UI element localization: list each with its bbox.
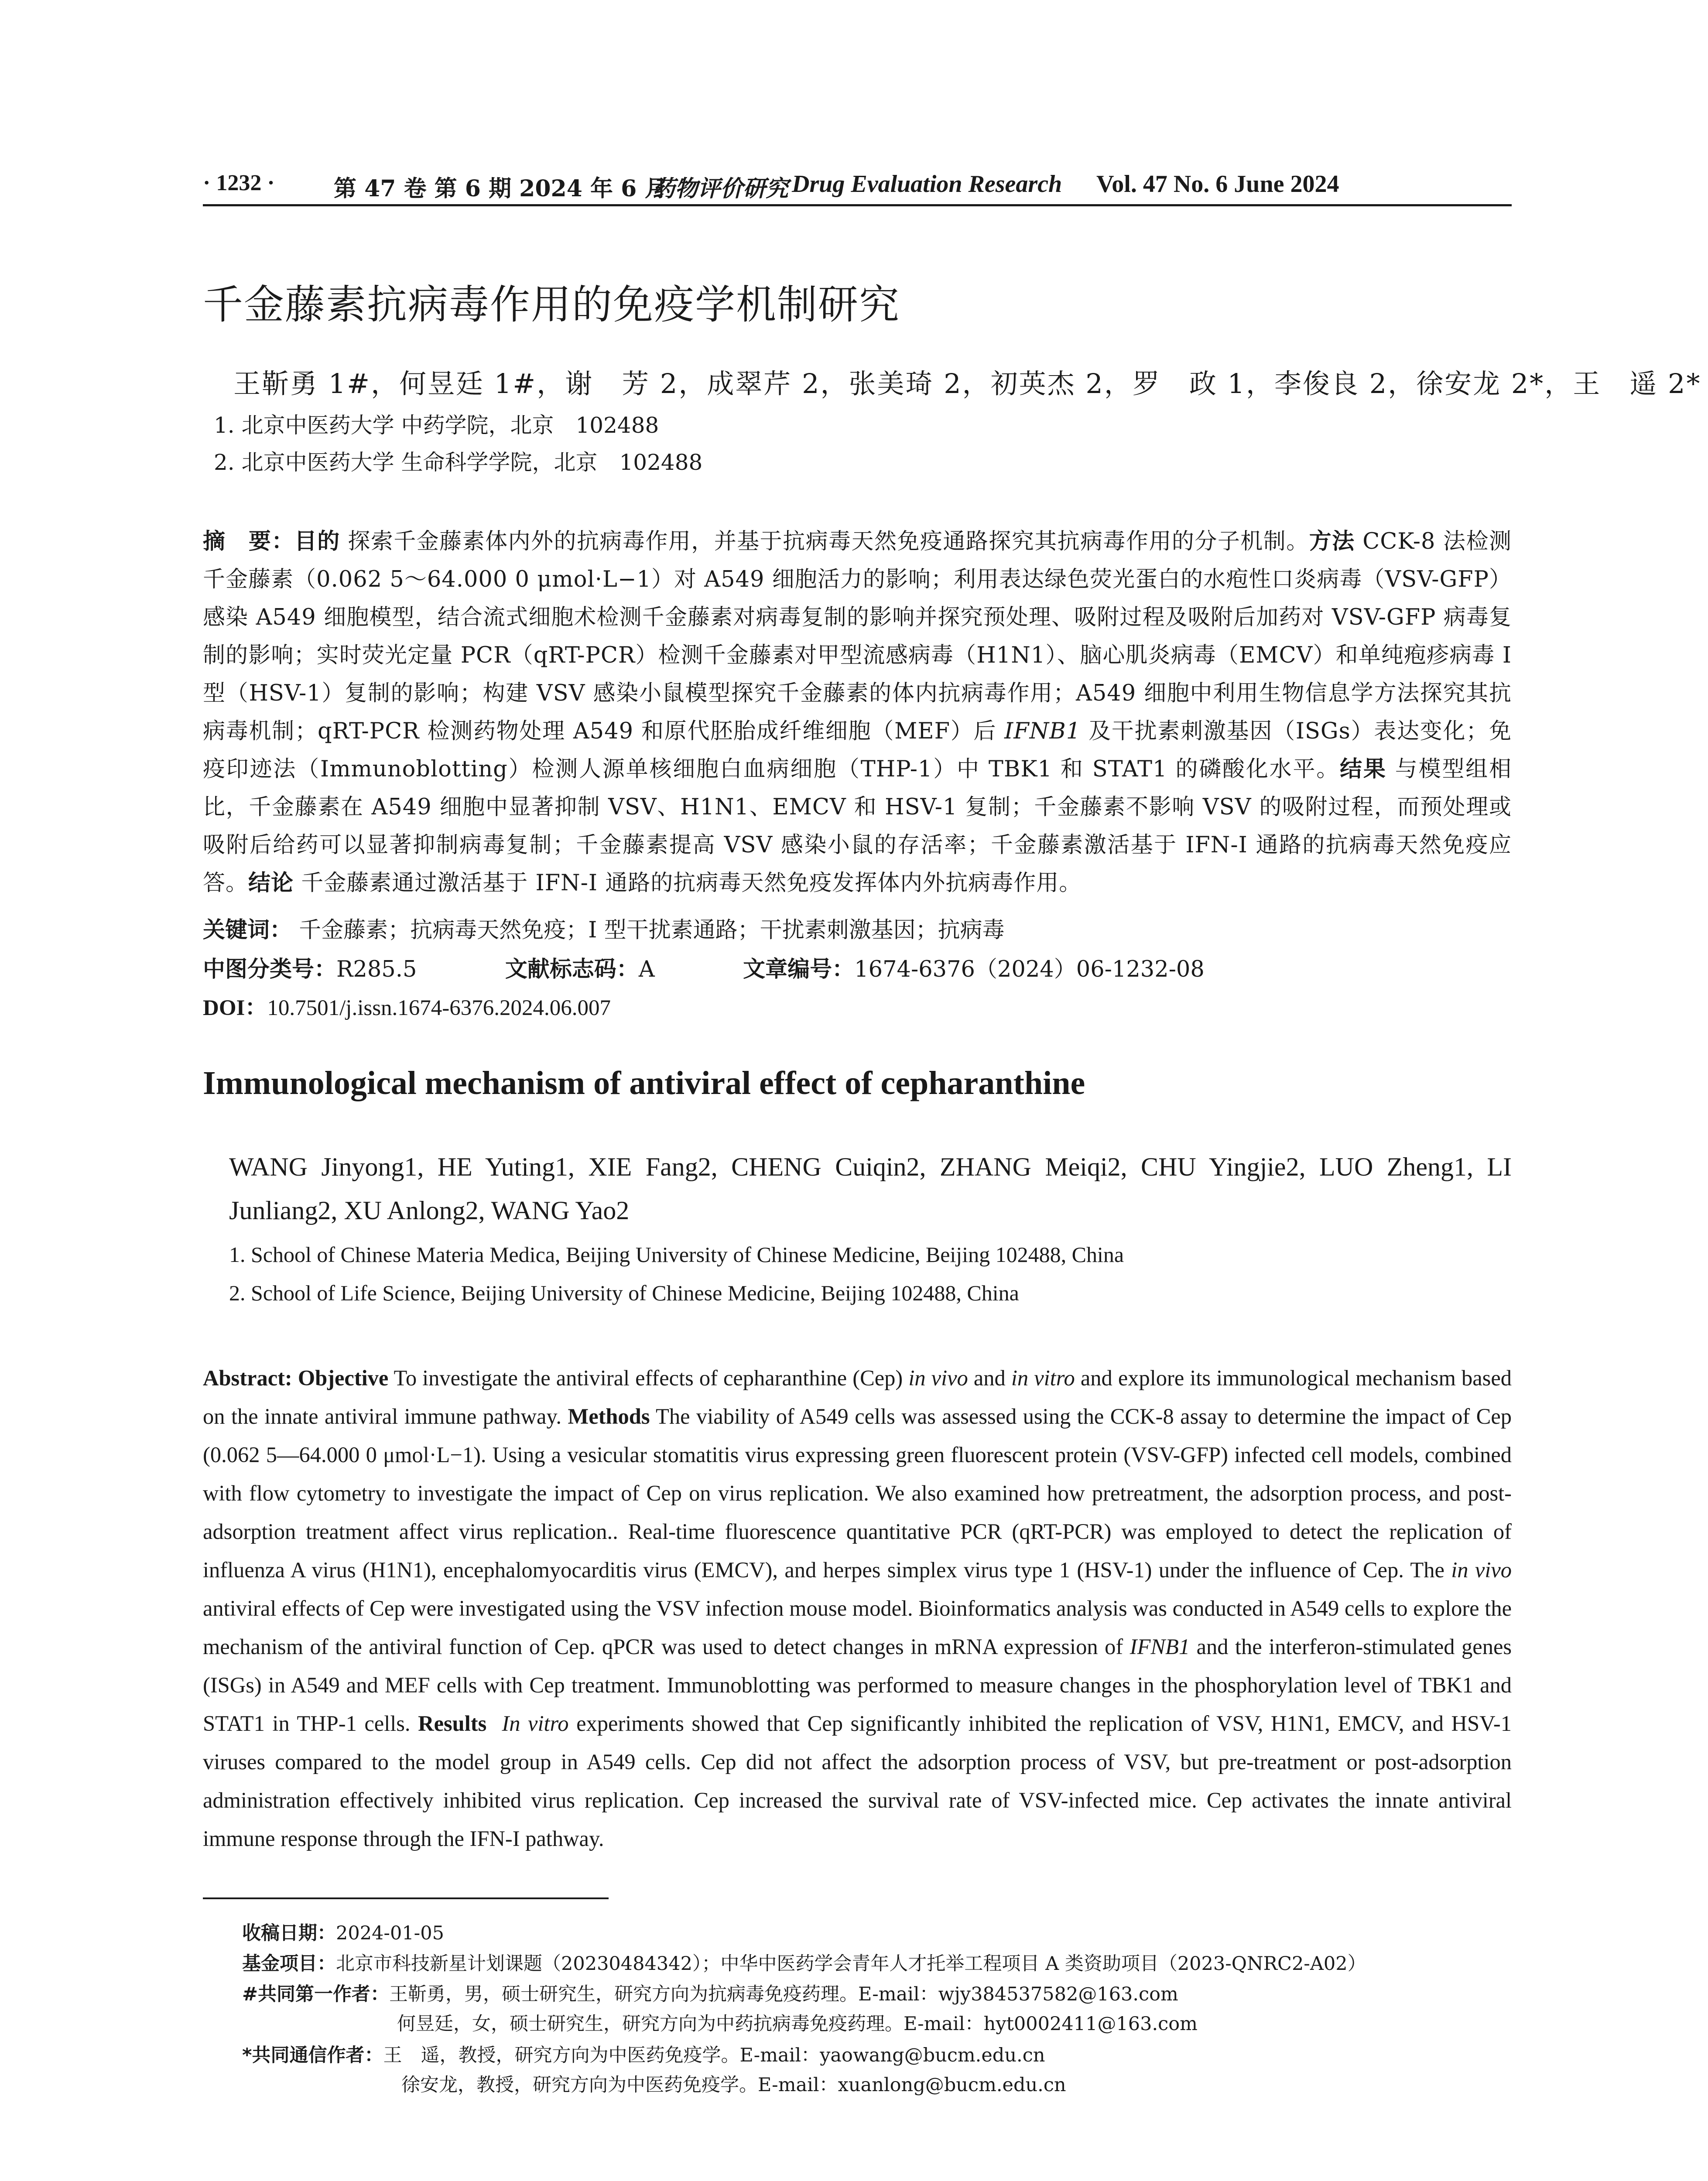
footnote-received [242,1918,444,1945]
en-authors [229,1145,1512,1232]
doi-link[interactable]: 10.7501/j.issn.1674-6376.2024.06.007 [267,996,611,1020]
en-authors-line-2: Junliang2, XU Anlong2, WANG Yao2 [229,1196,630,1225]
corresponding-label: *共同通信作者： [242,2044,383,2066]
cn-doi [203,989,611,1022]
cn-affiliation-1: 1. 北京中医药大学 中药学院，北京 102488 [214,413,659,438]
en-methods-text-3: and the interferon-stimulated genes (ISGs) in A549 and MEF cells with Cep treatment. Immunoblotting was performed to measure changes in the phosphorylation level of TBK1 and STAT1 in THP-1 cells. [203,1634,1512,1736]
en-abstract [203,1359,1512,1858]
en-title: Immunological mechanism of antiviral effect of cepharanthine [203,1065,1085,1101]
received-label: 收稿日期： [242,1922,336,1944]
en-results-in-vitro: In vitro [502,1711,569,1736]
en-methods-text-2: antiviral effects of Cep were investigated using the VSV infection mouse model. Bioinformatics analysis was conducted in A549 cells to explore the mechanism of the antiviral function of Cep. qPCR was used to detect changes in mRNA expression of [203,1596,1512,1659]
en-results-text: experiments showed that Cep significantly inhibited the replication of VSV, H1N1, EMCV, and HSV-1 viruses compared to the model group in A549 cells. Cep did not affect the adsorption process of VSV, but pre-treatment or post-adsorption administration effectively inhibited virus replication. Cep increased the survival rate of VSV-infected mice. Cep activates the innate antiviral immune response through the IFN-I pathway. [203,1711,1512,1851]
header-journal-en: Drug Evaluation Research [792,171,1062,198]
journal-logo-text: 药物评价研究 [652,175,789,202]
cn-gene-name: IFNB1 [1004,718,1081,744]
clc-label: 中图分类号： [203,957,337,982]
footnote-rule [203,1897,609,1899]
footnote-first-author-2: 何昱廷，女，硕士研究生，研究方向为中药抗病毒免疫药理。E-mail：hyt0002411@163.com [397,2013,1198,2035]
cn-title: 千金藤素抗病毒作用的免疫学机制研究 [203,281,900,328]
en-objective-text: To investigate the antiviral effects of cepharanthine (Cep) [388,1366,909,1390]
cn-methods-label: 方法 [1309,529,1355,554]
en-objective-and: and [968,1366,1011,1390]
first-author-label: #共同第一作者： [242,1983,390,2005]
cn-keywords [203,912,1005,944]
cn-results-text: 与模型组相比，千金藤素在 A549 细胞中显著抑制 VSV、H1N1、EMCV 和 HSV-1 复制；千金藤素不影响 VSV 的吸附过程，而预处理或吸附后给药可以显著抑制病毒复制；千金藤素提高 VSV 感染小鼠的存活率；千金藤素激活基于 IFN-I 通路的抗病毒天然免疫应答。 [203,756,1512,896]
cn-authors: 王靳勇 1#，何昱廷 1#，谢 芳 2，成翠芹 2，张美琦 2，初英杰 2，罗 政 1，李俊良 2，徐安龙 2*，王 遥 2* [233,368,1701,400]
footnote-corresponding [242,2041,1045,2067]
received-date: 2024-01-05 [336,1922,444,1944]
corresponding-1: 王 遥，教授，研究方向为中医药免疫学。E-mail：yaowang@bucm.edu.cn [383,2044,1045,2066]
en-in-vitro: in vitro [1011,1366,1075,1390]
clc-value: R285.5 [336,957,417,982]
cn-methods-text-2: 及干扰素刺激基因（ISGs）表达变化；免疫印迹法（Immunoblotting）检测人源单核细胞白血病细胞（THP-1）中 TBK1 和 STAT1 的磷酸化水平。 [203,718,1512,782]
en-results-label: Results [418,1711,487,1736]
cn-results-label: 结果 [1340,756,1387,782]
footnote-fund [242,1949,1366,1976]
first-author-1: 王靳勇，男，硕士研究生，研究方向为抗病毒免疫药理。E-mail：wjy384537582@163.com [389,1983,1178,2005]
header-volume-en: Vol. 47 No. 6 June 2024 [1096,171,1339,198]
cn-classification [203,951,1205,983]
cn-objective-label: 目的 [294,529,340,554]
en-objective-text-2: and explore its immunological mechanism based on the innate antiviral immune pathway. [203,1366,1512,1429]
cn-affiliation-2: 2. 北京中医药大学 生命科学学院，北京 102488 [214,450,703,475]
cn-conclusion-label: 结论 [248,870,294,896]
cn-methods-text: CCK-8 法检测千金藤素（0.062 5～64.000 0 μmol·L−1）对 A549 细胞活力的影响；利用表达绿色荧光蛋白的水疱性口炎病毒（VSV-GFP）感染 A549 细胞模型，结合流式细胞术检测千金藤素对病毒复制的影响并探究预处理、吸附过程及吸附后加药对 VSV-GFP 病毒复制的影响；实时荧光定量 PCR（qRT-PCR）检测千金藤素对甲型流感病毒（H1N1）、脑心肌炎病毒（EMCV）和单纯疱疹病毒 I 型（HSV-1）复制的影响；构建 VSV 感染小鼠模型探究千金藤素的体内抗病毒作用；A549 细胞中利用生物信息学方法探究其抗病毒机制；qRT-PCR 检测药物处理 A549 和原代胚胎成纤维细胞（MEF）后 [203,529,1512,744]
header-issue-cn: 第 47 卷 第 6 期 2024 年 6 月 [334,175,667,202]
keywords-text: 千金藤素；抗病毒天然免疫；I 型干扰素通路；干扰素刺激基因；抗病毒 [299,917,1005,943]
footnote-first-author [242,1979,1178,2006]
en-affiliation-1: 1. School of Chinese Materia Medica, Beijing University of Chinese Medicine, Beijing 102488, China [229,1242,1124,1267]
en-affiliation-2: 2. School of Life Science, Beijing University of Chinese Medicine, Beijing 102488, China [229,1281,1019,1305]
doc-code-value: A [638,957,655,982]
footnote-corresponding-2: 徐安龙，教授，研究方向为中医药免疫学。E-mail：xuanlong@bucm.edu.cn [401,2074,1066,2096]
article-no-value: 1674-6376（2024）06-1232-08 [854,957,1205,982]
doi-label: DOI： [203,996,267,1020]
cn-abstract-label: 摘 要： [203,529,294,554]
cn-abstract [203,523,1512,902]
en-results-gap [486,1711,502,1736]
en-methods-text: The viability of A549 cells was assessed using the CCK-8 assay to determine the impact of Cep (0.062 5—64.000 0 μmol·L−1). Using a vesicular stomatitis virus expressing green fluorescent protein (VSV-GFP) infected cell models, combined with flow cytometry to investigate the impact of Cep on virus replication. We also examined how pretreatment, the adsorption process, and post-adsorption treatment affect virus replication.. Real-time fluorescence quantitative PCR (qRT-PCR) was employed to detect the replication of influenza A virus (H1N1), encephalomyocarditis virus (EMCV), and herpes simplex virus type 1 (HSV-1) under the influence of Cep. The [203,1404,1512,1582]
en-authors-line-1: WANG Jinyong1, HE Yuting1, XIE Fang2, CHENG Cuiqin2, ZHANG Meiqi2, CHU Yingjie2, LUO Zheng1, LI [229,1152,1512,1181]
en-methods-label: Methods [568,1404,650,1429]
fund-label: 基金项目： [242,1953,336,1975]
page-number: · 1232 · [203,171,275,195]
article-no-label: 文章编号： [743,957,855,982]
en-gene-name: IFNB1 [1130,1634,1190,1659]
running-header [203,165,1512,206]
en-in-vivo: in vivo [908,1366,968,1390]
en-methods-in-vivo: in vivo [1451,1558,1512,1582]
en-abstract-label: Abstract: Objective [203,1366,389,1390]
cn-conclusion-text: 千金藤素通过激活基于 IFN-I 通路的抗病毒天然免疫发挥体内外抗病毒作用。 [294,870,1082,896]
fund-text: 北京市科技新星计划课题（20230484342）；中华中医药学会青年人才托举工程项目 A 类资助项目（2023-QNRC2-A02） [336,1953,1366,1975]
doc-code-label: 文献标志码： [505,957,639,982]
keywords-label: 关键词： [203,917,292,943]
cn-objective-text: 探索千金藤素体内外的抗病毒作用，并基于抗病毒天然免疫通路探究其抗病毒作用的分子机制。 [340,529,1309,554]
